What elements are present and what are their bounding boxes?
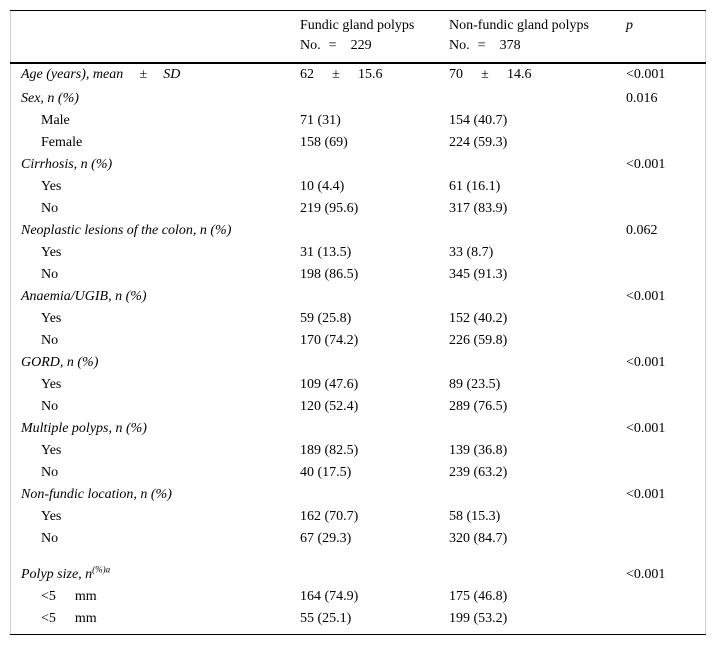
header-fgp — [300, 16, 414, 56]
row-fgp-value: 31 (13.5) — [300, 245, 352, 260]
table-row-category — [10, 418, 706, 440]
table-row — [10, 440, 706, 462]
row-label: Yes — [41, 311, 62, 326]
row-nfgp-value: 139 (36.8) — [449, 443, 508, 458]
row-label: Multiple polyps, n (%) — [21, 421, 147, 436]
row-label: Neoplastic lesions of the colon, n (%) — [21, 223, 232, 238]
row-nfgp-value: 33 (8.7) — [449, 245, 494, 260]
row-label: Anaemia/UGIB, n (%) — [21, 289, 147, 304]
table-row — [10, 242, 706, 264]
size-1-nfgp: 175 (46.8) — [449, 589, 508, 604]
row-label: Yes — [41, 509, 62, 524]
size-2-nfgp: 199 (53.2) — [449, 611, 508, 626]
row-nfgp-value: 224 (59.3) — [449, 135, 508, 150]
table-row-age — [10, 64, 706, 86]
row-fgp-value: 170 (74.2) — [300, 333, 359, 348]
row-fgp-value: 158 (69) — [300, 135, 348, 150]
row-label: Cirrhosis, n (%) — [21, 157, 113, 172]
row-label: Yes — [41, 377, 62, 392]
table-row-size-2 — [10, 608, 706, 630]
bottom-rule — [10, 634, 706, 635]
table-row-category — [10, 286, 706, 308]
row-fgp-value: 189 (82.5) — [300, 443, 359, 458]
size-1-label: <5 mm — [41, 589, 97, 604]
table-row-size — [10, 564, 706, 586]
row-label: No — [41, 267, 59, 282]
row-fgp-value: 59 (25.8) — [300, 311, 352, 326]
table-row — [10, 198, 706, 220]
row-nfgp-value: 345 (91.3) — [449, 267, 508, 282]
row-fgp-value: 10 (4.4) — [300, 179, 345, 194]
row-label: No — [41, 531, 59, 546]
row-nfgp-value: 89 (23.5) — [449, 377, 501, 392]
row-fgp-value: 67 (29.3) — [300, 531, 352, 546]
header-nfgp — [449, 16, 589, 56]
row-nfgp-value: 226 (59.8) — [449, 333, 508, 348]
table-row-size-1 — [10, 586, 706, 608]
row-fgp-value: 40 (17.5) — [300, 465, 352, 480]
table-row — [10, 308, 706, 330]
row-fgp-value: 120 (52.4) — [300, 399, 359, 414]
row-nfgp-value: 58 (15.3) — [449, 509, 501, 524]
row-fgp-value: 219 (95.6) — [300, 201, 359, 216]
row-label: Yes — [41, 443, 62, 458]
row-label: Non-fundic location, n (%) — [21, 487, 172, 502]
row-p-value: <0.001 — [626, 355, 666, 370]
row-label: No — [41, 333, 59, 348]
age-fgp: 62 ± 15.6 — [300, 67, 383, 82]
size-label: Polyp size, $n^{(\%)a}$ — [21, 564, 111, 582]
header-fgp-n: No. = 229 — [300, 38, 372, 53]
row-label: GORD, n (%) — [21, 355, 99, 370]
table-row — [10, 462, 706, 484]
row-label: No — [41, 201, 59, 216]
row-fgp-value: 71 (31) — [300, 113, 341, 128]
row-p-value: 0.016 — [626, 91, 658, 106]
table-row — [10, 396, 706, 418]
row-label: No — [41, 399, 59, 414]
table-row — [10, 176, 706, 198]
age-nfgp: 70 ± 14.6 — [449, 67, 532, 82]
row-label: Sex, n (%) — [21, 91, 79, 106]
header-nfgp-title: Non-fundic gland polyps — [449, 18, 589, 33]
table-row-category — [10, 88, 706, 110]
row-nfgp-value: 152 (40.2) — [449, 311, 508, 326]
row-label: No — [41, 465, 59, 480]
header-nfgp-n: No. = 378 — [449, 38, 521, 53]
top-rule — [10, 10, 706, 11]
row-nfgp-value: 320 (84.7) — [449, 531, 508, 546]
row-label: Yes — [41, 179, 62, 194]
row-fgp-value: 162 (70.7) — [300, 509, 359, 524]
table-row — [10, 330, 706, 352]
table-row — [10, 110, 706, 132]
table-row — [10, 264, 706, 286]
row-p-value: 0.062 — [626, 223, 658, 238]
table-row-category — [10, 154, 706, 176]
row-nfgp-value: 317 (83.9) — [449, 201, 508, 216]
row-nfgp-value: 289 (76.5) — [449, 399, 508, 414]
row-nfgp-value: 239 (63.2) — [449, 465, 508, 480]
size-2-label: <5 mm — [41, 611, 97, 626]
table-row-category — [10, 484, 706, 506]
size-1-fgp: 164 (74.9) — [300, 589, 359, 604]
age-label: Age (years), mean ± SD — [21, 67, 181, 82]
row-p-value: <0.001 — [626, 487, 666, 502]
row-label: Male — [41, 113, 70, 128]
table-row — [10, 506, 706, 528]
table-row — [10, 374, 706, 396]
row-nfgp-value: 154 (40.7) — [449, 113, 508, 128]
table-row — [10, 132, 706, 154]
row-p-value: <0.001 — [626, 157, 666, 172]
row-nfgp-value: 61 (16.1) — [449, 179, 501, 194]
row-label: Yes — [41, 245, 62, 260]
header-fgp-title: Fundic gland polyps — [300, 18, 415, 33]
size-2-fgp: 55 (25.1) — [300, 611, 352, 626]
table-row-category — [10, 352, 706, 374]
row-p-value: <0.001 — [626, 289, 666, 304]
age-p: <0.001 — [626, 67, 666, 82]
row-label: Female — [41, 135, 83, 150]
table-row — [10, 528, 706, 550]
size-p: <0.001 — [626, 567, 666, 582]
row-fgp-value: 109 (47.6) — [300, 377, 359, 392]
table-row-category — [10, 220, 706, 242]
row-p-value: <0.001 — [626, 421, 666, 436]
row-fgp-value: 198 (86.5) — [300, 267, 359, 282]
header-p: p — [626, 18, 633, 33]
